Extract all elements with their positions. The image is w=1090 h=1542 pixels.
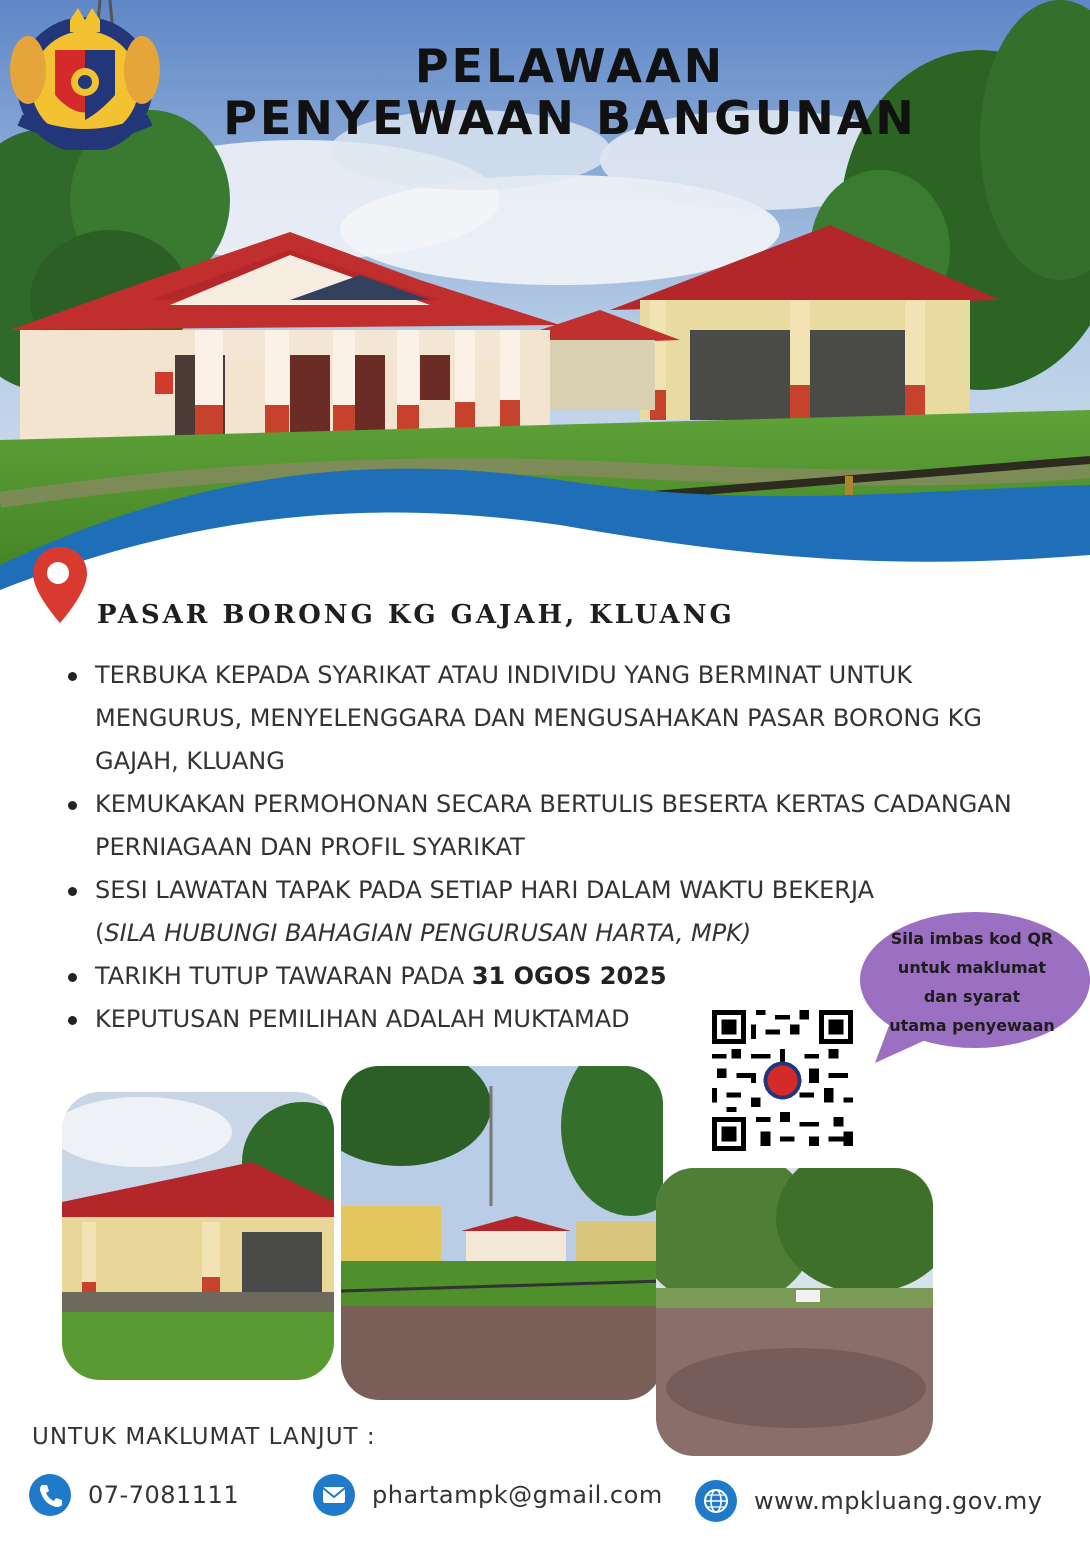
phone-icon	[28, 1473, 72, 1517]
qr-code[interactable]	[712, 1010, 853, 1151]
contact-website[interactable]	[694, 1476, 1042, 1526]
bullet-3-note: SILA HUBUNGI BAHAGIAN PENGURUSAN HARTA, MPK)	[104, 919, 752, 947]
council-crest-logo	[0, 0, 180, 150]
contact-email[interactable]	[312, 1470, 663, 1520]
bullet-2-text: KEMUKAKAN PERMOHONAN SECARA BERTULIS BESERTA KERTAS CADANGAN PERNIAGAAN DAN PROFIL SYARIKAT	[95, 790, 1012, 861]
photo-shed	[62, 1092, 334, 1380]
globe-icon	[694, 1479, 738, 1523]
bullet-1-text: TERBUKA KEPADA SYARIKAT ATAU INDIVIDU YANG BERMINAT UNTUK MENGURUS, MENYELENGGARA DAN MENGUSAHAKAN PASAR BORONG KG GAJAH, KLUANG	[95, 661, 982, 775]
qr-bubble-text	[872, 924, 1072, 1040]
bubble-line-1: Sila imbas kod QR	[890, 929, 1054, 948]
contact-phone[interactable]	[28, 1470, 239, 1520]
bullet-4-text: TARIKH TUTUP TAWARAN PADA	[95, 962, 472, 990]
phone-number: 07-7081111	[88, 1481, 240, 1509]
email-icon	[312, 1473, 356, 1517]
closing-date: 31 OGOS 2025	[471, 962, 667, 990]
page-title	[220, 40, 920, 144]
list-item	[60, 783, 1020, 869]
location-title: PASAR BORONG KG GAJAH, KLUANG	[97, 600, 735, 630]
title-line-2: PENYEWAAN BANGUNAN	[223, 91, 917, 145]
bullet-3-note-open: (	[95, 919, 105, 947]
website-url: www.mpkluang.gov.my	[754, 1487, 1043, 1515]
list-item	[60, 654, 1020, 783]
location-pin-icon	[30, 545, 90, 625]
photo-compound-image	[341, 1066, 663, 1400]
bubble-line-3: dan syarat	[923, 987, 1021, 1006]
photo-compound	[341, 1066, 663, 1400]
bullet-3-text: SESI LAWATAN TAPAK PADA SETIAP HARI DALAM WAKTU BEKERJA	[95, 876, 875, 904]
footer-title: UNTUK MAKLUMAT LANJUT :	[32, 1424, 376, 1450]
photo-parking	[656, 1168, 933, 1456]
bubble-line-4: utama penyewaan	[889, 1016, 1055, 1035]
photo-parking-image	[656, 1168, 933, 1456]
photo-shed-image	[62, 1092, 334, 1380]
bullet-5-text: KEPUTUSAN PEMILIHAN ADALAH MUKTAMAD	[95, 1005, 630, 1033]
bubble-line-2: untuk maklumat	[897, 958, 1047, 977]
email-address: phartampk@gmail.com	[372, 1481, 663, 1509]
title-line-1: PELAWAAN	[414, 39, 726, 93]
